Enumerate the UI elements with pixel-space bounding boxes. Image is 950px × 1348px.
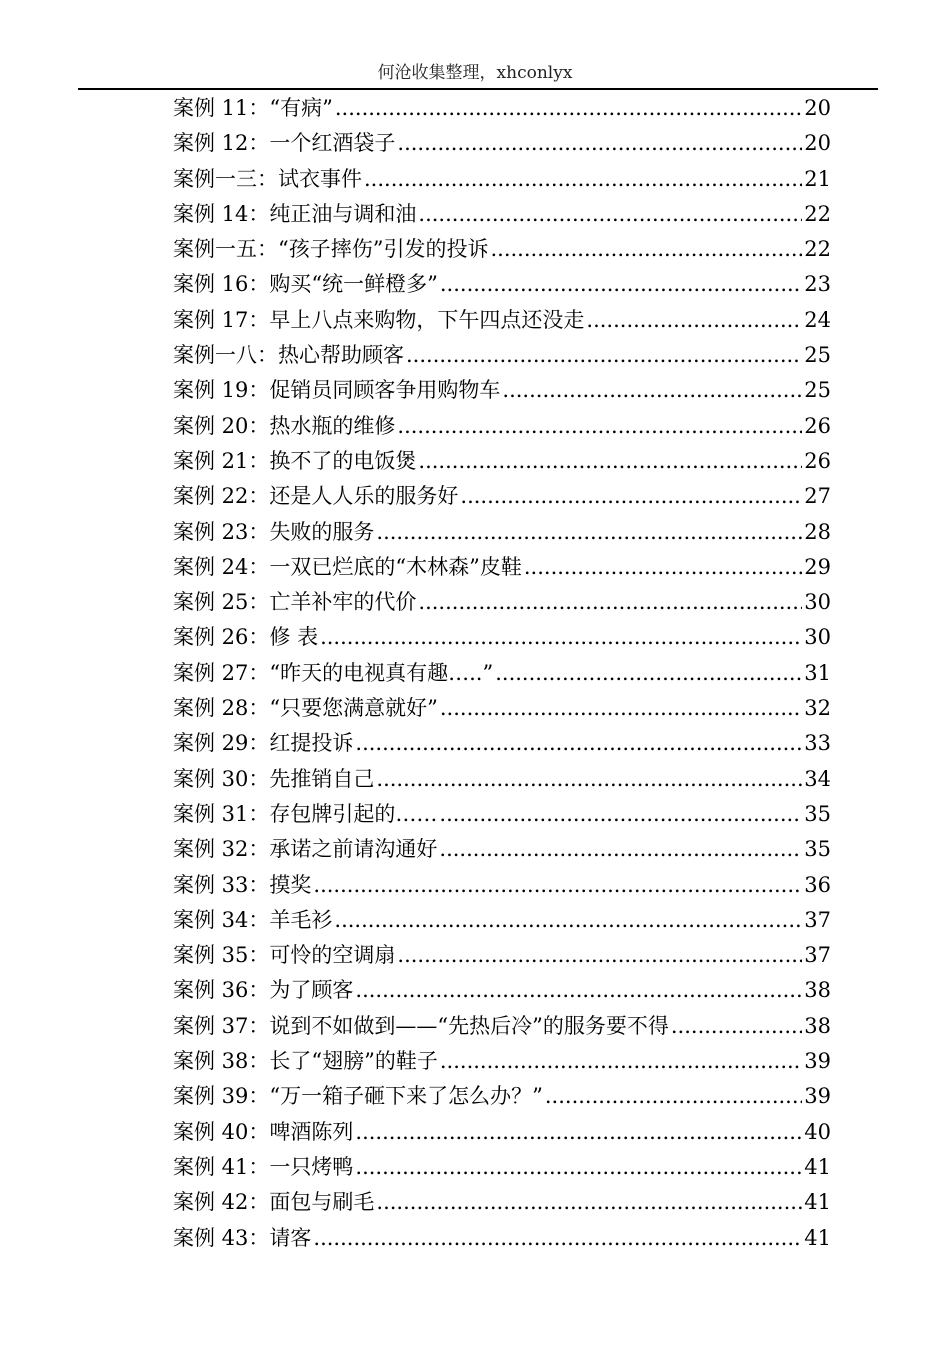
toc-entry-title: 案例 24：一双已烂底的“木林森”皮鞋 [173, 554, 522, 579]
toc-entry[interactable] [173, 1079, 831, 1114]
toc-entry[interactable] [173, 832, 831, 867]
toc-entry-title: 案例 36：为了顾客 [173, 978, 354, 1003]
toc-entry-page-number: 30 [804, 590, 831, 615]
toc-entry-title: 案例 37：说到不如做到——“先热后冷”的服务要不得 [173, 1013, 669, 1038]
toc-entry-page-number: 30 [804, 625, 831, 650]
toc-entry[interactable] [173, 762, 831, 797]
toc-dot-leader [397, 409, 802, 444]
toc-entry-title: 案例 17：早上八点来购物，下午四点还没走 [173, 307, 585, 332]
toc-entry[interactable] [173, 938, 831, 973]
toc-entry-page-number: 38 [804, 978, 831, 1003]
toc-entry[interactable] [173, 303, 831, 338]
toc-entry-title: 案例 22：还是人人乐的服务好 [173, 484, 459, 509]
toc-entry-page-number: 34 [804, 766, 831, 791]
toc-entry-title: 案例 34：羊毛衫 [173, 907, 333, 932]
toc-entry-page-number: 35 [804, 837, 831, 862]
toc-entry[interactable] [173, 409, 831, 444]
toc-entry[interactable] [173, 197, 831, 232]
toc-entry-page-number: 41 [804, 1190, 831, 1215]
toc-entry-title: 案例 30：先推销自己 [173, 766, 375, 791]
toc-entry[interactable] [173, 479, 831, 514]
toc-entry-title: 案例 38：长了“翅膀”的鞋子 [173, 1049, 438, 1074]
toc-entry-page-number: 22 [804, 201, 831, 226]
toc-entry-title: 案例 26：修 表 [173, 625, 319, 650]
toc-entry-page-number: 20 [804, 96, 831, 120]
toc-entry-title: 案例 35：可怜的空调扇 [173, 943, 396, 968]
toc-entry[interactable] [173, 444, 831, 479]
toc-entry-page-number: 33 [804, 731, 831, 756]
toc-entry[interactable] [173, 1221, 831, 1256]
toc-entry-page-number: 40 [804, 1119, 831, 1144]
toc-entry[interactable] [173, 973, 831, 1008]
toc-entry-page-number: 29 [804, 554, 831, 579]
toc-entry[interactable] [173, 162, 831, 197]
toc-entry[interactable] [173, 550, 831, 585]
toc-dot-leader [397, 938, 802, 973]
header-divider [78, 88, 878, 90]
toc-entry-title: 案例 43：请客 [173, 1225, 312, 1250]
toc-entry-title: 案例 23：失败的服务 [173, 519, 375, 544]
toc-dot-leader [355, 726, 802, 761]
toc-entry-page-number: 31 [804, 660, 831, 685]
toc-dot-leader [545, 1079, 802, 1114]
toc-entry-title: 案例一三：试衣事件 [173, 166, 362, 191]
toc-entry-page-number: 35 [804, 801, 831, 826]
toc-entry[interactable] [173, 91, 831, 126]
toc-entry[interactable] [173, 1115, 831, 1150]
toc-entry-page-number: 28 [804, 519, 831, 544]
toc-entry-title: 案例 32：承诺之前请沟通好 [173, 837, 438, 862]
toc-dot-leader [376, 762, 802, 797]
toc-dot-leader [355, 973, 802, 1008]
toc-dot-leader [355, 1150, 802, 1185]
toc-dot-leader [440, 267, 802, 302]
toc-dot-leader [440, 1044, 802, 1079]
toc-entry[interactable] [173, 1044, 831, 1079]
table-of-contents [173, 91, 831, 1256]
toc-dot-leader [439, 832, 802, 867]
toc-dot-leader [460, 479, 802, 514]
toc-entry[interactable] [173, 515, 831, 550]
toc-dot-leader [490, 232, 802, 267]
toc-entry-page-number: 32 [804, 696, 831, 721]
toc-entry-page-number: 26 [804, 413, 831, 438]
toc-dot-leader [355, 1115, 802, 1150]
toc-dot-leader [418, 197, 802, 232]
toc-entry-page-number: 41 [804, 1225, 831, 1250]
toc-dot-leader [335, 91, 802, 126]
toc-entry-page-number: 20 [804, 131, 831, 156]
toc-entry[interactable] [173, 620, 831, 655]
toc-entry-title: 案例 42：面包与刷毛 [173, 1190, 375, 1215]
toc-dot-leader [406, 338, 802, 373]
toc-dot-leader [502, 373, 802, 408]
toc-dot-leader [586, 303, 802, 338]
toc-dot-leader [524, 550, 802, 585]
toc-entry-page-number: 23 [804, 272, 831, 297]
toc-dot-leader [495, 656, 802, 691]
toc-entry-title: 案例 41：一只烤鸭 [173, 1154, 354, 1179]
toc-dot-leader [313, 868, 802, 903]
toc-entry-title: 案例 27：“昨天的电视真有趣…..” [173, 660, 494, 685]
toc-entry-title: 案例 19：促销员同顾客争用购物车 [173, 378, 501, 403]
toc-entry-page-number: 25 [804, 343, 831, 368]
toc-entry-title: 案例一五：“孩子摔伤”引发的投诉 [173, 237, 489, 262]
toc-entry[interactable] [173, 338, 831, 373]
toc-entry-title: 案例 31：存包牌引起的…… [173, 801, 438, 826]
toc-dot-leader [364, 162, 802, 197]
toc-entry-title: 案例一八：热心帮助顾客 [173, 343, 404, 368]
toc-dot-leader [418, 585, 802, 620]
toc-entry[interactable] [173, 797, 831, 832]
toc-dot-leader [439, 797, 802, 832]
toc-entry[interactable] [173, 126, 831, 161]
toc-entry-page-number: 22 [804, 237, 831, 262]
toc-entry-page-number: 26 [804, 448, 831, 473]
toc-entry-page-number: 37 [804, 907, 831, 932]
toc-entry-title: 案例 21：换不了的电饭煲 [173, 448, 417, 473]
toc-entry-page-number: 39 [804, 1084, 831, 1109]
toc-dot-leader [320, 620, 802, 655]
toc-dot-leader [440, 691, 802, 726]
toc-entry[interactable] [173, 726, 831, 761]
toc-dot-leader [397, 126, 802, 161]
toc-entry-title: 案例 39：“万一箱子砸下来了怎么办？” [173, 1084, 543, 1109]
toc-entry-page-number: 41 [804, 1154, 831, 1179]
page-header: 何沧收集整理，xhconlyx [377, 63, 573, 83]
toc-entry-title: 案例 40：啤酒陈列 [173, 1119, 354, 1144]
toc-dot-leader [313, 1221, 802, 1256]
toc-entry-title: 案例 33：摸奖 [173, 872, 312, 897]
toc-entry[interactable] [173, 1009, 831, 1044]
toc-entry-page-number: 37 [804, 943, 831, 968]
toc-entry-title: 案例 29：红提投诉 [173, 731, 354, 756]
toc-entry-page-number: 38 [804, 1013, 831, 1038]
toc-entry[interactable] [173, 903, 831, 938]
toc-entry-title: 案例 12：一个红酒袋子 [173, 131, 396, 156]
toc-entry-page-number: 36 [804, 872, 831, 897]
toc-entry[interactable] [173, 267, 831, 302]
toc-entry[interactable] [173, 868, 831, 903]
toc-entry[interactable] [173, 232, 831, 267]
toc-entry[interactable] [173, 1150, 831, 1185]
toc-entry[interactable] [173, 373, 831, 408]
toc-entry[interactable] [173, 585, 831, 620]
toc-dot-leader [418, 444, 802, 479]
toc-entry-page-number: 25 [804, 378, 831, 403]
toc-dot-leader [334, 903, 802, 938]
toc-entry[interactable] [173, 691, 831, 726]
toc-dot-leader [376, 1185, 802, 1220]
toc-entry-title: 案例 28：“只要您满意就好” [173, 696, 438, 721]
toc-entry-title: 案例 11：“有病” [173, 96, 333, 120]
toc-entry-title: 案例 14：纯正油与调和油 [173, 201, 417, 226]
toc-entry-page-number: 24 [804, 307, 831, 332]
toc-entry-page-number: 21 [804, 166, 831, 191]
toc-entry-title: 案例 16：购买“统一鲜橙多” [173, 272, 438, 297]
toc-entry[interactable] [173, 656, 831, 691]
toc-dot-leader [671, 1009, 802, 1044]
toc-entry-title: 案例 25：亡羊补牢的代价 [173, 590, 417, 615]
toc-entry-title: 案例 20：热水瓶的维修 [173, 413, 396, 438]
toc-entry[interactable] [173, 1185, 831, 1220]
toc-dot-leader [376, 515, 802, 550]
toc-entry-page-number: 27 [804, 484, 831, 509]
toc-entry-page-number: 39 [804, 1049, 831, 1074]
